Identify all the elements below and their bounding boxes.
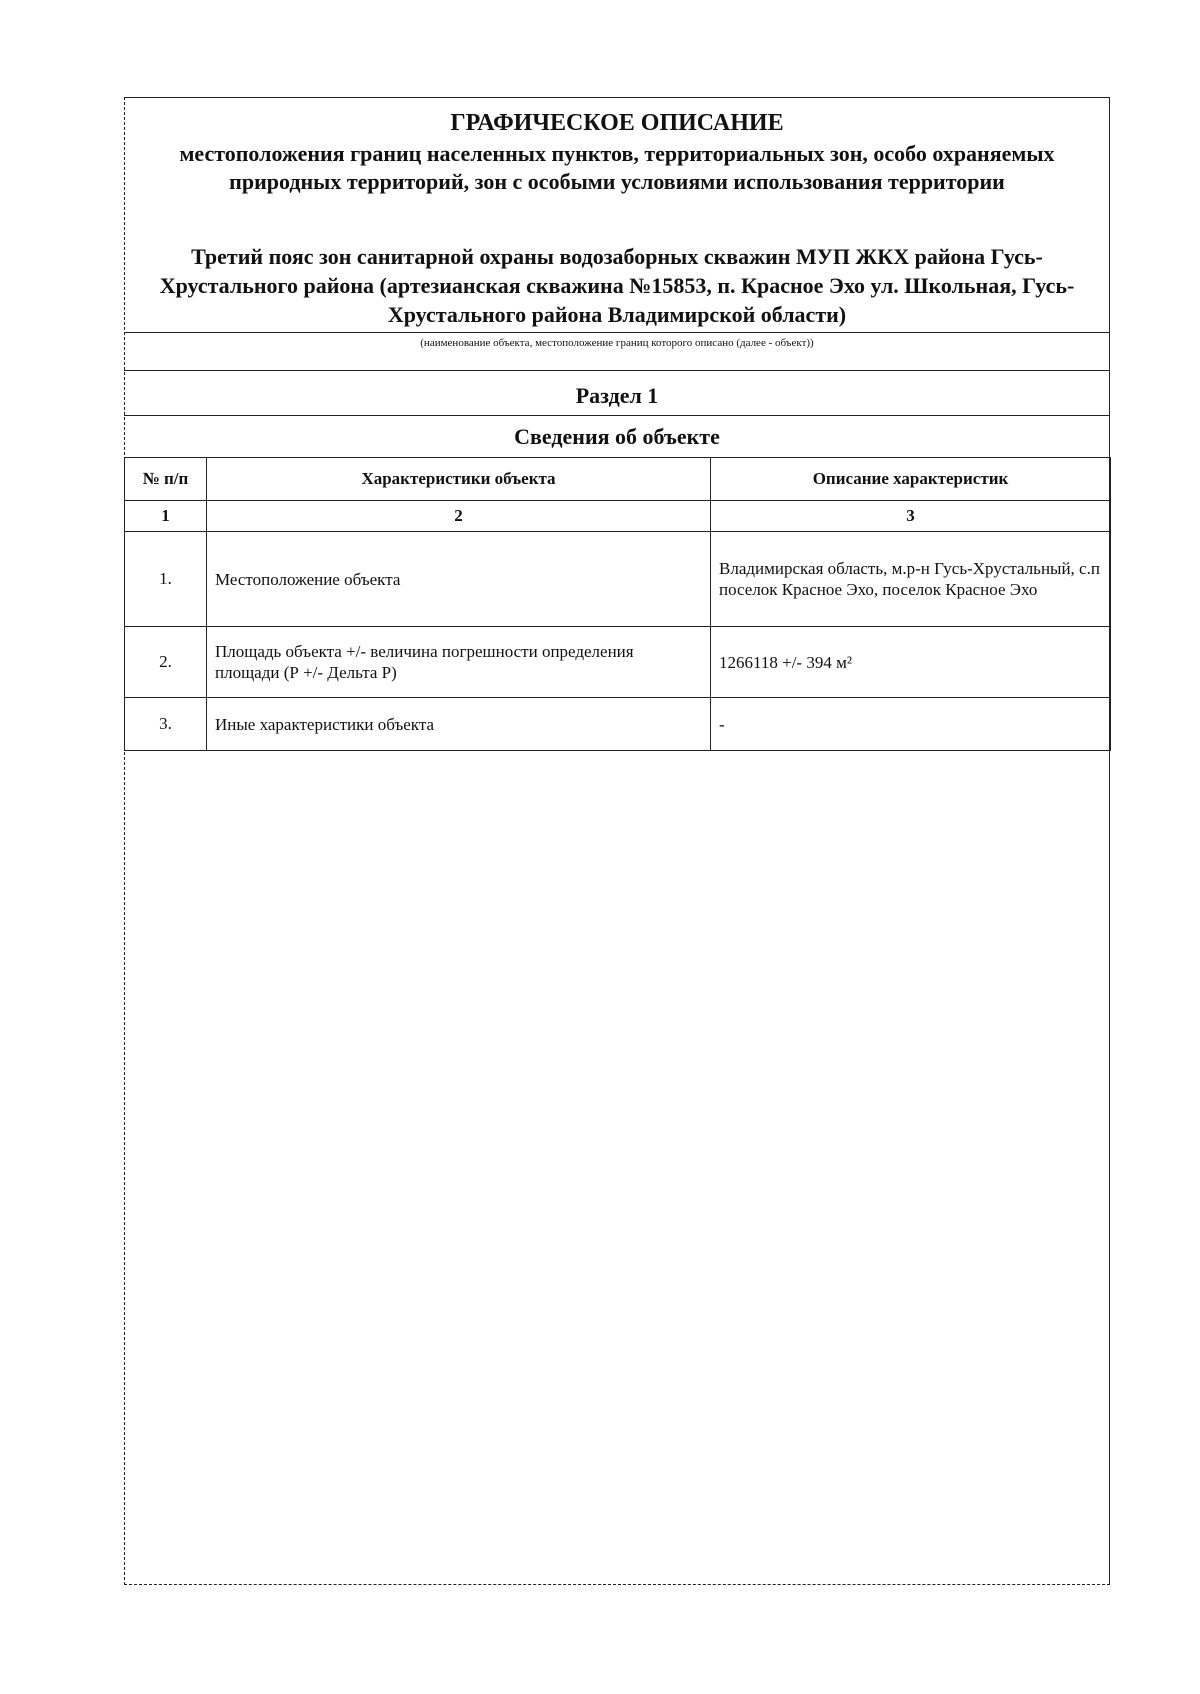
column-number-row: [125, 501, 1111, 532]
column-header-characteristic: Характеристики объекта: [207, 458, 711, 501]
table-header-row: [125, 458, 1111, 501]
object-name: Третий пояс зон санитарной охраны водозаборных скважин МУП ЖКХ района Гусь-Хрустального района (артезианская скважина №15853, п. Красное Эхо ул. Школьная, Гусь-Хрустального района Владимирской области): [159, 244, 1075, 327]
section-label: Раздел 1: [575, 383, 659, 408]
object-info-table: [124, 457, 1111, 751]
row-description: Владимирская область, м.р-н Гусь-Хрустальный, с.п поселок Красное Эхо, поселок Красное Эхо: [711, 532, 1111, 627]
document-title: ГРАФИЧЕСКОЕ ОПИСАНИЕ: [450, 110, 784, 136]
table-row: [125, 627, 1111, 698]
row-characteristic: Местоположение объекта: [207, 532, 711, 627]
table-row: [125, 532, 1111, 627]
document-subtitle: местоположения границ населенных пунктов, территориальных зон, особо охраняемых природных территорий, зон с особыми условиями использования территории: [179, 141, 1055, 194]
divider-line: [124, 332, 1110, 333]
row-index: 3.: [125, 698, 207, 751]
divider-line: [124, 415, 1110, 416]
table-row: [125, 698, 1111, 751]
row-description: -: [711, 698, 1111, 751]
row-characteristic: Иные характеристики объекта: [207, 698, 711, 751]
divider-line: [124, 370, 1110, 371]
column-number: 2: [207, 501, 711, 532]
column-number: 1: [125, 501, 207, 532]
column-header-number: № п/п: [125, 458, 207, 501]
column-header-description: Описание характеристик: [711, 458, 1111, 501]
row-index: 1.: [125, 532, 207, 627]
row-characteristic: Площадь объекта +/- величина погрешности определения площади (Р +/- Дельта Р): [207, 627, 711, 698]
column-number: 3: [711, 501, 1111, 532]
section-heading: Сведения об объекте: [514, 424, 720, 449]
object-caption: (наименование объекта, местоположение границ которого описано (далее - объект)): [420, 337, 814, 349]
row-index: 2.: [125, 627, 207, 698]
row-description: 1266118 +/- 394 м²: [711, 627, 1111, 698]
